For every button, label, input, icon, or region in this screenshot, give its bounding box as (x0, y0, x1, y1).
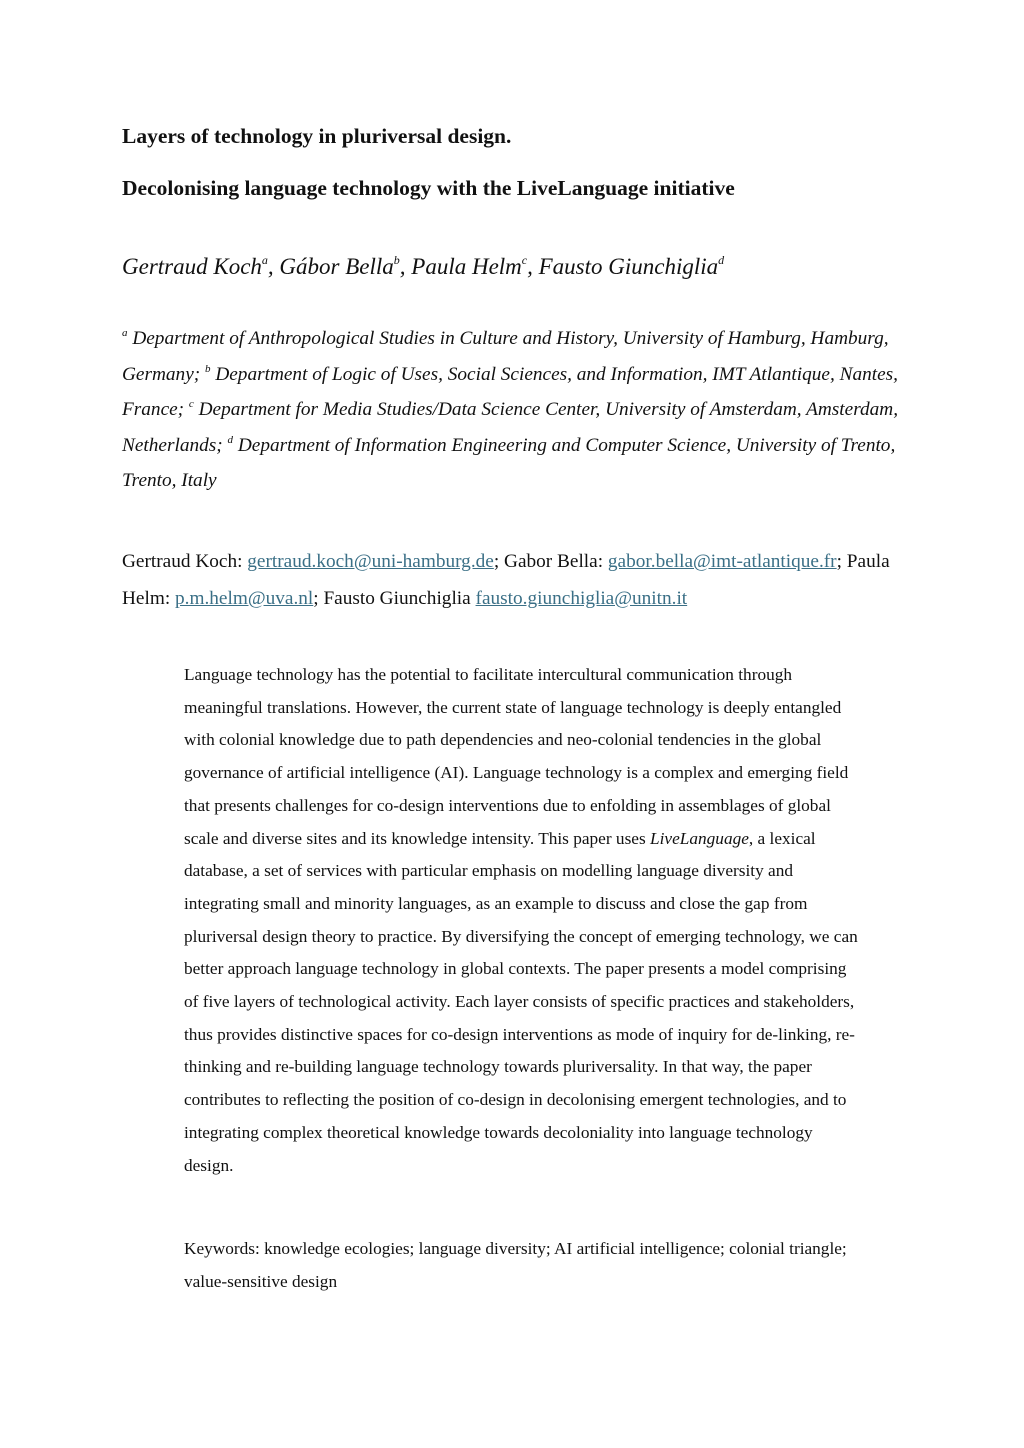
paper-title: Layers of technology in pluriversal design. (122, 124, 512, 148)
author-name: Paula Helm (411, 254, 522, 279)
author-name: Gábor Bella (279, 254, 394, 279)
abstract (184, 659, 864, 1182)
contact-label: Gertraud Koch: (122, 551, 248, 572)
affiliations (122, 321, 912, 499)
author-separator: , (267, 254, 280, 279)
author-mark: b (393, 253, 400, 267)
affiliation-text: Department of Information Engineering and Computer Science, University of Trento, Trento, Italy (122, 434, 896, 491)
author-separator: , (399, 254, 412, 279)
author-mark: a (261, 253, 268, 267)
author-list (122, 252, 942, 282)
contact-label: ; Gabor Bella: (493, 551, 608, 572)
author-name: Gertraud Koch (122, 254, 262, 279)
email-link-koch[interactable]: gertraud.koch@uni-hamburg.de (247, 551, 494, 572)
affiliation-mark: a (122, 327, 128, 339)
affiliation-mark: d (227, 433, 234, 446)
author-separator: , (527, 254, 539, 279)
keywords: Keywords: knowledge ecologies; language diversity; AI artificial intelligence; colonial triangle; value-sensitive design (184, 1239, 847, 1291)
contact-emails (122, 543, 922, 617)
email-link-bella[interactable]: gabor.bella@imt-atlantique.fr (607, 551, 837, 572)
email-link-giunchiglia[interactable]: fausto.giunchiglia@unitn.it (475, 588, 688, 609)
paper-subtitle: Decolonising language technology with the LiveLanguage initiative (122, 176, 735, 200)
author-mark: c (521, 253, 528, 267)
email-link-helm[interactable]: p.m.helm@uva.nl (175, 588, 314, 609)
author-name: Fausto Giunchiglia (538, 254, 719, 279)
abstract-text: , a lexical database, a set of services with particular emphasis on modelling language diversity and integrating small and minority languages, as an example to discuss and close the gap from pluriversal design theory to practice. By diversifying the concept of emerging technology, we can better approach language technology in global contexts. The paper presents a model comprising of five layers of technological activity. Each layer consists of specific practices and stakeholders, thus provides distinctive spaces for co-design interventions as mode of inquiry for de-linking, re-thinking and re-building language technology towards pluriversality. In that way, the paper contributes to reflecting the position of co-design in decolonising emergent technologies, and to integrating complex theoretical knowledge towards decoloniality into language technology design. (184, 828, 858, 1175)
abstract-text: Language technology has the potential to facilitate intercultural communication through meaningful translations. However, the current state of language technology is deeply entangled with colonial knowledge due to path dependencies and neo-colonial tendencies in the global governance of artificial intelligence (AI). Language technology is a complex and emerging field that presents challenges for co-design interventions due to enfolding in assemblages of global scale and diverse sites and its knowledge intensity. This paper uses (184, 665, 849, 848)
contact-label: ; Fausto Giunchiglia (313, 588, 476, 609)
affiliation-mark: c (188, 398, 194, 410)
abstract-emphasis: LiveLanguage (650, 828, 749, 848)
affiliation-text: Department of Anthropological Studies in Culture and History, University of Hamburg, Hamburg, Germany; (122, 328, 889, 385)
affiliation-text: Department for Media Studies/Data Science Center, University of Amsterdam, Amsterdam, Netherlands; (122, 399, 899, 456)
affiliation-text: Department of Logic of Uses, Social Sciences, and Information, IMT Atlantique, Nantes, France; (122, 363, 898, 420)
affiliation-mark: b (205, 362, 211, 375)
contact-label: ; Paula Helm: (122, 551, 890, 609)
author-mark: d (718, 253, 725, 267)
